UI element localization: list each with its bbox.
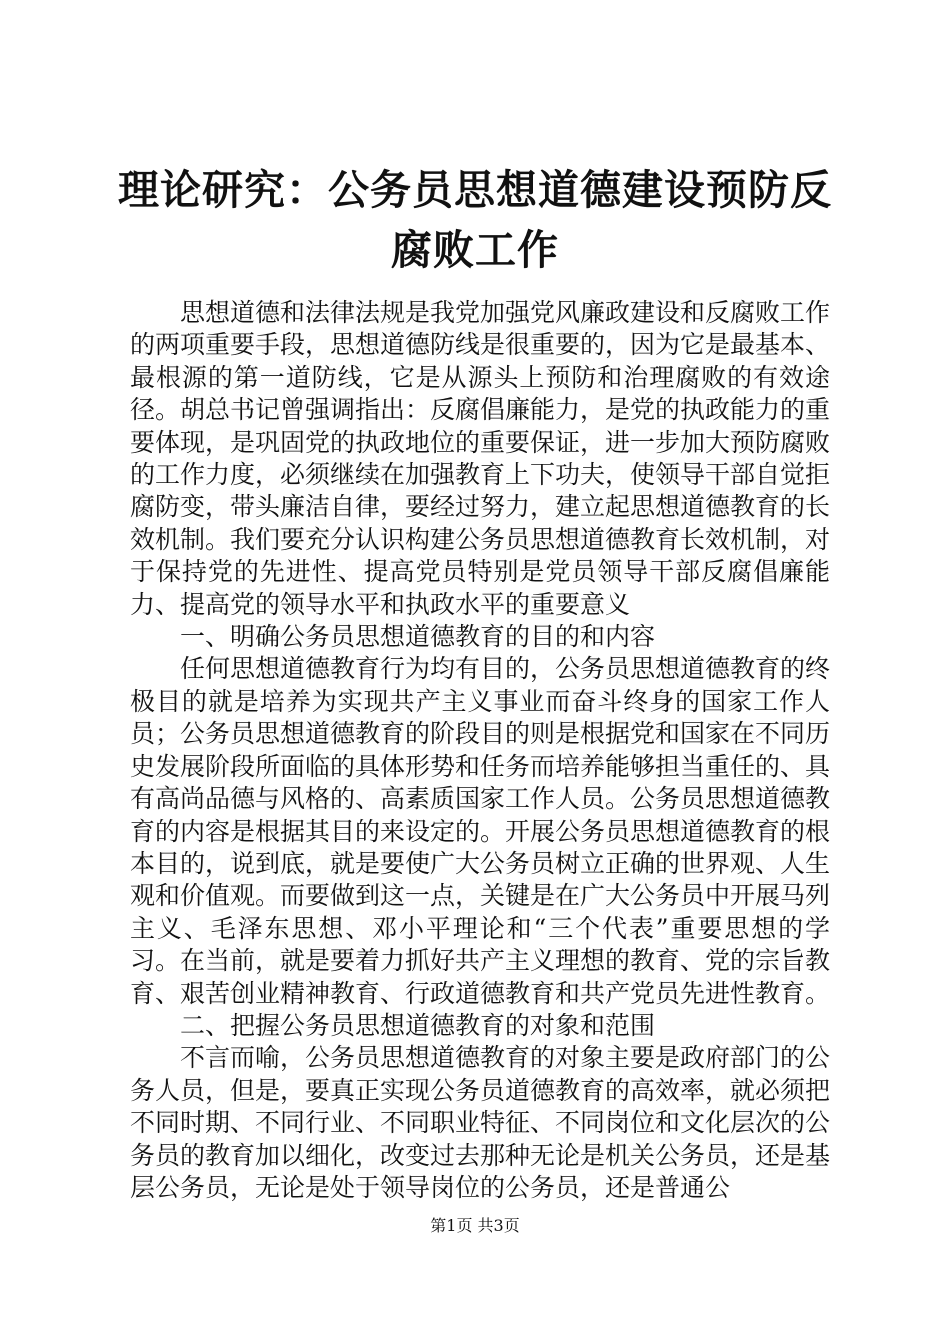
section-heading-2: 二、把握公务员思想道德教育的对象和范围: [180, 1010, 656, 1040]
paragraph-intro: 思想道德和法律法规是我党加强党风廉政建设和反腐败工作的两项重要手段，思想道德防线是很重要的，因为它是最基本、最根源的第一道防线，它是从源头上预防和治理腐败的有效途径。胡总书记曾强调指出：反腐倡廉能力，是党的执政能力的重要体现，是巩固党的执政地位的重要保证，进一步加大预防腐败的工作力度，必须继续在加强教育上下功夫，使领导干部自觉拒腐防变，带头廉洁自律，要经过努力，建立起思想道德教育的长效机制。我们要充分认识构建公务员思想道德教育长效机制，对于保持党的先进性、提高党员特别是党员领导干部反腐倡廉能力、提高党的领导水平和执政水平的重要意义: [130, 298, 831, 619]
paragraph-section-1: 任何思想道德教育行为均有目的，公务员思想道德教育的终极目的就是培养为实现共产主义事业而奋斗终身的国家工作人员；公务员思想道德教育的阶段目的则是根据党和国家在不同历史发展阶段所面临的具体形势和任务而培养能够担当重任的、具有高尚品德与风格的、高素质国家工作人员。公务员思想道德教育的内容是根据其目的来设定的。开展公务员思想道德教育的根本目的，说到底，就是要使广大公务员树立正确的世界观、人生观和价值观。而要做到这一点，关键是在广大公务员中开展马列主义、毛泽东思想、邓小平理论和“三个代表”重要思想的学习。在当前，就是要着力抓好共产主义理想的教育、党的宗旨教育、艰苦创业精神教育、行政道德教育和共产党员先进性教育。: [130, 654, 831, 1008]
document-title: 理论研究：公务员思想道德建设预防反腐败工作: [118, 166, 832, 274]
document-body: [130, 297, 830, 1204]
page-footer: 第1页 共3页: [430, 1216, 520, 1235]
section-heading-1: 一、明确公务员思想道德教育的目的和内容: [180, 622, 656, 652]
paragraph-section-2: 不言而喻，公务员思想道德教育的对象主要是政府部门的公务人员，但是，要真正实现公务员道德教育的高效率，就必须把不同时期、不同行业、不同职业特征、不同岗位和文化层次的公务员的教育加以细化，改变过去那种无论是机关公务员，还是基层公务员，无论是处于领导岗位的公务员，还是普通公: [130, 1043, 831, 1202]
